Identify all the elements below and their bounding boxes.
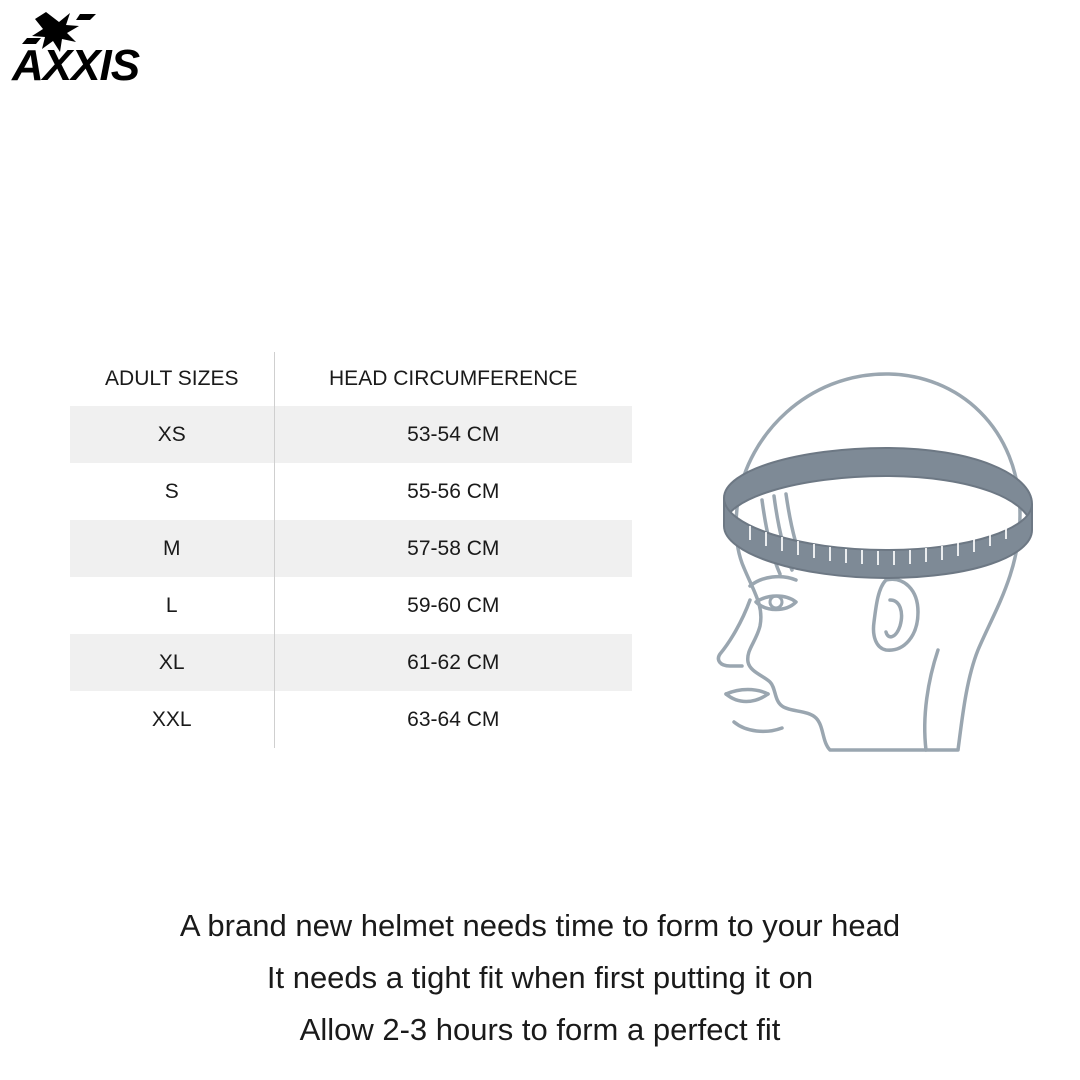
cell-circumference: 63-64 CM xyxy=(274,691,632,748)
cell-circumference: 55-56 CM xyxy=(274,463,632,520)
head-with-tape-icon xyxy=(690,350,1050,770)
cell-size: XS xyxy=(70,406,274,463)
brand-logo xyxy=(10,8,180,88)
cell-circumference: 59-60 CM xyxy=(274,577,632,634)
brand-wordmark: AXXIS xyxy=(12,41,140,88)
cell-size: L xyxy=(70,577,274,634)
cell-circumference: 61-62 CM xyxy=(274,634,632,691)
table-row xyxy=(70,520,632,577)
head-measurement-illustration xyxy=(690,350,1050,770)
cell-size: XXL xyxy=(70,691,274,748)
table-row xyxy=(70,691,632,748)
cell-size: XL xyxy=(70,634,274,691)
note-line: Allow 2-3 hours to form a perfect fit xyxy=(299,1012,781,1047)
cell-circumference: 53-54 CM xyxy=(274,406,632,463)
table-row xyxy=(70,406,632,463)
note-line: A brand new helmet needs time to form to your head xyxy=(179,908,901,943)
cell-circumference: 57-58 CM xyxy=(274,520,632,577)
axxis-star-logo-icon xyxy=(10,8,180,88)
size-chart-table xyxy=(70,352,632,748)
column-header-head-circumference: HEAD CIRCUMFERENCE xyxy=(329,367,578,390)
table-row xyxy=(70,634,632,691)
cell-size: S xyxy=(70,463,274,520)
table-header-row xyxy=(70,352,632,406)
table-row xyxy=(70,577,632,634)
measuring-tape xyxy=(724,448,1032,578)
fit-advice-note xyxy=(0,900,1080,1056)
note-line: It needs a tight fit when first putting it on xyxy=(266,960,814,995)
table-row xyxy=(70,463,632,520)
cell-size: M xyxy=(70,520,274,577)
column-header-adult-sizes: ADULT SIZES xyxy=(70,352,274,406)
